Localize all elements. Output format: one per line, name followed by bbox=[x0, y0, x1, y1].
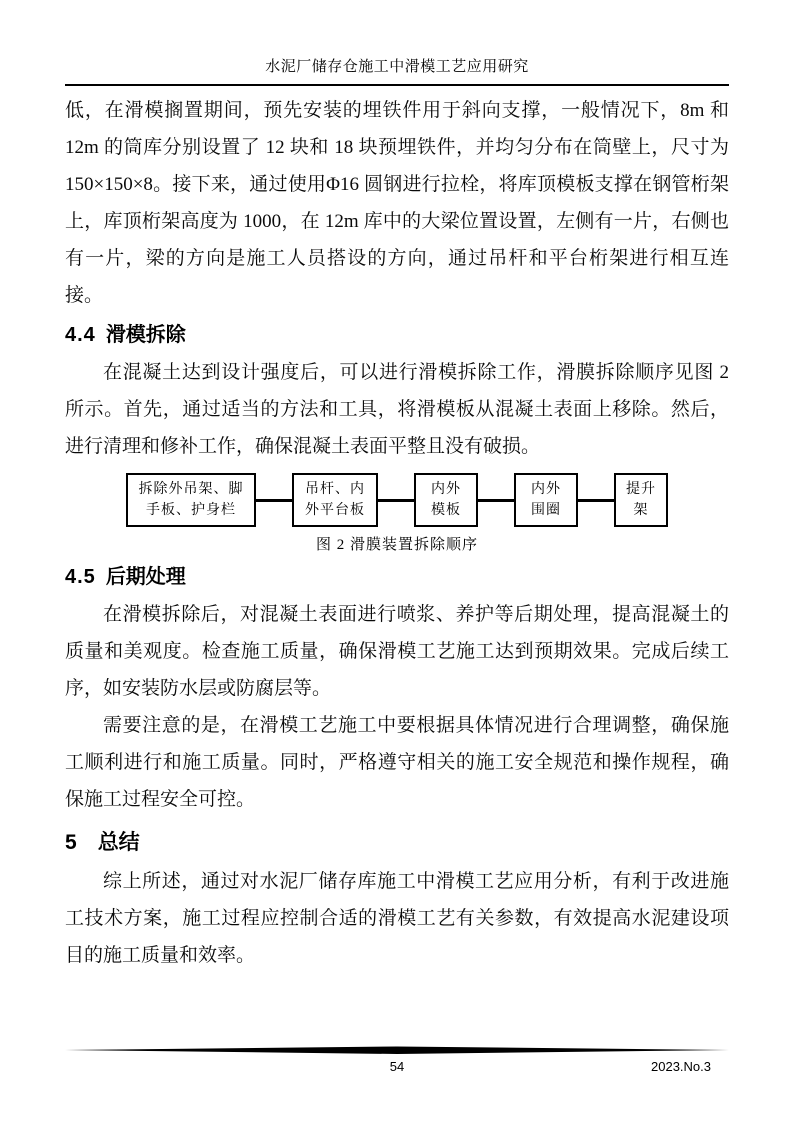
intro-paragraph: 低，在滑模搁置期间，预先安装的埋铁件用于斜向支撑，一般情况下，8m 和 12m 的筒库分别设置了 12 块和 18 块预埋铁件，并均匀分布在筒壁上，尺寸为 150×150×8。接下来，通过使用Φ16 圆钢进行拉栓，将库顶模板支撑在钢管桁架上，库顶桁架高度为 1000，在 12m 库中的大梁位置设置，左侧有一片，右侧也有一片，梁的方向是施工人员搭设的方向，通过吊杆和平台桁架进行相互连接。 bbox=[65, 100, 729, 306]
flowchart-connector bbox=[578, 499, 614, 502]
removal-sequence-flowchart bbox=[65, 473, 729, 527]
flowchart-box-3-line-2: 模板 bbox=[431, 503, 461, 518]
flowchart-box-5 bbox=[614, 473, 668, 527]
footer-rule bbox=[65, 1046, 729, 1055]
journal-issue-label: 2023.No.3 bbox=[651, 1059, 711, 1074]
section-title: 总结 bbox=[97, 831, 140, 854]
page-number: 54 bbox=[389, 1059, 405, 1074]
section-number: 4.4 bbox=[65, 324, 96, 346]
figure-2 bbox=[65, 473, 729, 556]
flowchart-box-4-line-2: 围圈 bbox=[531, 503, 561, 518]
figure-2-caption: 图 2 滑膜装置拆除顺序 bbox=[315, 537, 478, 553]
flowchart-box-5-line-2: 架 bbox=[633, 503, 649, 518]
flowchart-connector bbox=[378, 499, 414, 502]
running-head-title: 水泥厂储存仓施工中滑模工艺应用研究 bbox=[65, 0, 729, 86]
section-4-5-paragraph-2: 需要注意的是，在滑模工艺施工中要根据具体情况进行合理调整，确保施工顺利进行和施工质量。同时，严格遵守相关的施工安全规范和操作规程，确保施工过程安全可控。 bbox=[65, 715, 729, 810]
page-content bbox=[65, 0, 729, 974]
flowchart-box-4-line-1: 内外 bbox=[531, 482, 561, 497]
section-number: 5 bbox=[65, 831, 78, 854]
flowchart-box-2 bbox=[292, 473, 378, 527]
section-heading-4-4 bbox=[65, 316, 729, 354]
flowchart-box-1-line-1: 拆除外吊架、脚 bbox=[138, 482, 244, 497]
flowchart-box-4 bbox=[514, 473, 578, 527]
flowchart-box-2-line-2: 外平台板 bbox=[305, 503, 365, 518]
footer-row bbox=[65, 1057, 729, 1077]
section-4-4-paragraph: 在混凝土达到设计强度后，可以进行滑模拆除工作，滑膜拆除顺序见图 2 所示。首先，通过适当的方法和工具，将滑模板从混凝土表面上移除。然后，进行清理和修补工作，确保混凝土表面平整且没有破损。 bbox=[65, 362, 729, 457]
flowchart-box-1-line-2: 手板、护身栏 bbox=[146, 503, 236, 518]
section-title: 滑模拆除 bbox=[105, 324, 186, 346]
section-title: 后期处理 bbox=[105, 566, 186, 588]
section-heading-4-5 bbox=[65, 558, 729, 596]
section-heading-5 bbox=[65, 823, 729, 863]
flowchart-box-2-line-1: 吊杆、内 bbox=[305, 482, 365, 497]
section-number: 4.5 bbox=[65, 566, 96, 588]
flowchart-box-1 bbox=[126, 473, 256, 527]
flowchart-box-3-line-1: 内外 bbox=[431, 482, 461, 497]
flowchart-connector bbox=[256, 499, 292, 502]
section-4-5-paragraph-1: 在滑模拆除后，对混凝土表面进行喷浆、养护等后期处理，提高混凝土的质量和美观度。检查施工质量，确保滑模工艺施工达到预期效果。完成后续工序，如安装防水层或防腐层等。 bbox=[65, 604, 729, 699]
flowchart-box-3 bbox=[414, 473, 478, 527]
page-footer bbox=[65, 1046, 729, 1077]
flowchart-box-5-line-1: 提升 bbox=[626, 482, 656, 497]
section-5-paragraph: 综上所述，通过对水泥厂储存库施工中滑模工艺应用分析，有利于改进施工技术方案，施工过程应控制合适的滑模工艺有关参数，有效提高水泥建设项目的施工质量和效率。 bbox=[65, 871, 729, 966]
flowchart-connector bbox=[478, 499, 514, 502]
